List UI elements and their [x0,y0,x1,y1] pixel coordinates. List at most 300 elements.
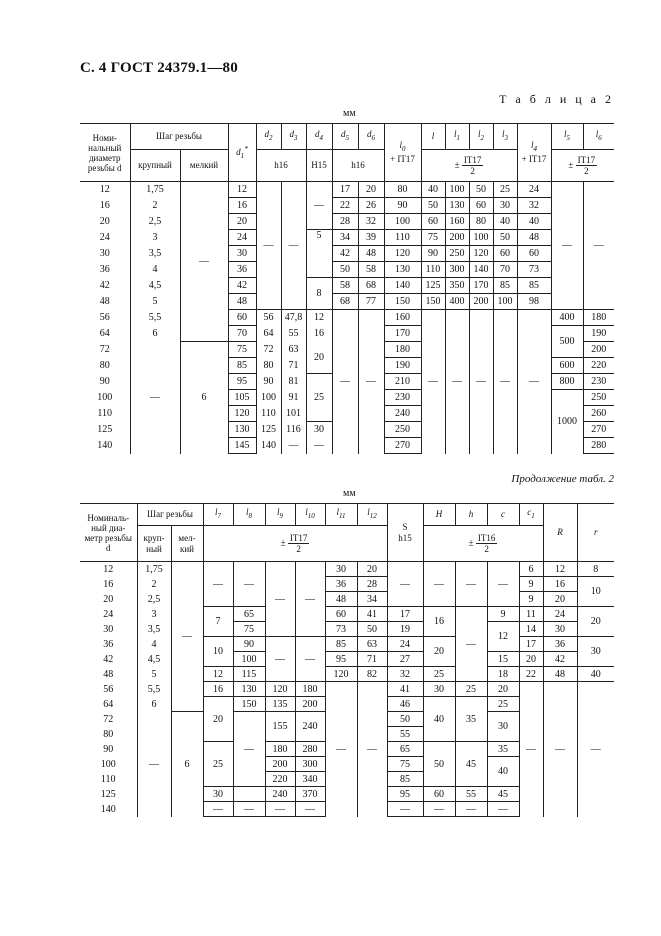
table-row [80,607,614,622]
cell-d3: 71 [281,358,306,374]
cell-l3: 85 [493,278,517,294]
cell-d3: 91 [281,390,306,406]
cell-d3: — [281,438,306,454]
cell-l2: 100 [469,230,493,246]
cell-l10: 300 [295,757,325,772]
th2-l10: $l_{10}$ [295,504,325,526]
cell-l5: 600 [551,358,583,374]
table-row [80,294,614,310]
frac-num: IT17 [577,155,596,165]
cell-d4-merged: 20 [306,342,332,374]
cell-d6: 20 [358,182,384,198]
cell-d6: 32 [358,214,384,230]
cell-d4-merged: 8 [306,278,332,310]
cell-d: 42 [80,652,137,667]
cell-l4-merged: — [517,310,551,454]
th-l5-text: l [563,129,567,140]
cell-coarse: 5,5 [130,310,180,326]
th-l-tol [421,150,517,182]
cell-l2: 120 [469,246,493,262]
cell-d1: 12 [228,182,256,198]
cell-l5-merged: 500 [551,326,583,358]
cell-d5: 50 [332,262,358,278]
cell-l0: 100 [384,214,421,230]
cell-l12: 82 [357,667,387,682]
cell-l1: 200 [445,230,469,246]
cell-d: 16 [80,577,137,592]
cell-l4: 24 [517,182,551,198]
table-row [80,310,614,326]
cell-R: 24 [543,607,577,622]
th-pitch: Шаг резьбы [130,124,228,150]
cell-c1: 9 [519,592,543,607]
cell-d3: 63 [281,342,306,358]
cell-coarse: 5 [137,667,171,682]
cell-H: 30 [423,682,455,697]
cell-H-merged: — [423,562,455,607]
cell-c-merged: 40 [487,757,519,787]
cell-coarse: 4,5 [137,652,171,667]
cell-d6: 58 [358,262,384,278]
cell-coarse: 5 [130,294,180,310]
cell-c: 45 [487,787,519,802]
cell-d4-merged: 25 [306,374,332,422]
cell-d6: 77 [358,294,384,310]
cell-l0: 170 [384,326,421,342]
cell-l7: — [203,802,233,817]
cell-d1: 24 [228,230,256,246]
cell-h: 55 [455,787,487,802]
cell-l2: 140 [469,262,493,278]
cell-l0: 150 [384,294,421,310]
cell-fine-merged: 6 [171,712,203,817]
cell-c1: 20 [519,652,543,667]
cell-d: 12 [80,562,137,577]
cell-l7-merged: 7 [203,607,233,637]
cell-coarse-merged: — [137,712,171,817]
th2-coarse [137,526,171,562]
cell-l: 75 [421,230,445,246]
cell-s: 75 [387,757,423,772]
th-l: l [421,124,445,150]
cell-d: 80 [80,727,137,742]
table-row [80,230,614,246]
th2-l11: $l_{11}$ [325,504,357,526]
cell-l6: 200 [583,342,614,358]
cell-c-merged: 12 [487,622,519,652]
cell-r-merged: 30 [577,637,614,667]
table-row [80,246,614,262]
cell-d1: 42 [228,278,256,294]
th-l56-tol [551,150,614,182]
cell-d: 110 [80,406,130,422]
cell-l: 90 [421,246,445,262]
th2-s-text: S h15 [398,521,412,543]
cell-l9: — [265,802,295,817]
th-nominal-text: Номи- нальный диаметр резьбы d [87,132,122,173]
cell-c1: 9 [519,577,543,592]
table-row [80,182,614,198]
cell-R: 30 [543,622,577,637]
cell-d2: 64 [256,326,281,342]
cell-l12: 50 [357,622,387,637]
cell-d: 72 [80,342,130,358]
cell-d5: 34 [332,230,358,246]
table-row [80,198,614,214]
frac-num: IT17 [463,155,482,165]
cell-l4: 73 [517,262,551,278]
cell-l9: 240 [265,787,295,802]
th-l4: $l_4$ + IT17 [517,124,551,182]
cell-d5: 28 [332,214,358,230]
th2-l9: $l_9$ [265,504,295,526]
cell-d4-merged: — [306,182,332,230]
cell-s: 95 [387,787,423,802]
th2-l11-text: l [336,507,340,518]
th2-pitch: Шаг резьбы [137,504,203,526]
cell-l0: 210 [384,374,421,390]
cell-d: 24 [80,230,130,246]
cell-d: 64 [80,326,130,342]
cell-R: 20 [543,592,577,607]
cell-c: 18 [487,667,519,682]
cell-d1: 130 [228,422,256,438]
cell-H-merged: 50 [423,742,455,787]
table-2 [80,123,614,454]
pm-sign: ± [454,159,460,170]
cell-l: 60 [421,214,445,230]
page-header: С. 4 ГОСТ 24379.1—80 [80,60,238,76]
cell-R: 48 [543,667,577,682]
cell-l8 [233,787,265,802]
cell-l1: 250 [445,246,469,262]
cell-coarse: 3 [137,607,171,622]
cell-c1: 22 [519,667,543,682]
cell-l5: 400 [551,310,583,326]
cell-d: 110 [80,772,137,787]
cell-l11: 48 [325,592,357,607]
cell-d2: 56 [256,310,281,326]
cell-l6: 250 [583,390,614,406]
cell-d1: 145 [228,438,256,454]
th-d23-tol: h16 [256,150,306,182]
cell-l2: 170 [469,278,493,294]
cell-coarse: 4,5 [130,278,180,294]
cell-s: — [387,802,423,817]
cell-d3: 101 [281,406,306,422]
cell-d: 56 [80,682,137,697]
th-d3: $d_3$ [281,124,306,150]
cell-l6: 220 [583,358,614,374]
cell-l-merged: — [421,310,445,454]
cell-l9: 120 [265,682,295,697]
cell-d: 48 [80,667,137,682]
th2-s [387,504,423,562]
cell-l3: 40 [493,214,517,230]
cell-d5: 58 [332,278,358,294]
cell-s: 17 [387,607,423,622]
cell-d: 20 [80,592,137,607]
cell-d6: 39 [358,230,384,246]
th-l6: $l_6$ [583,124,614,150]
cell-r: 40 [577,667,614,682]
cell-d1: 105 [228,390,256,406]
cell-l1: 100 [445,182,469,198]
th2-l12-text: l [367,507,370,518]
cell-coarse: 1,75 [130,182,180,198]
cell-d: 140 [80,438,130,454]
cell-l8: 130 [233,682,265,697]
cell-l11: 60 [325,607,357,622]
cell-c1: 6 [519,562,543,577]
frac-den: 2 [484,544,489,554]
cell-d: 64 [80,697,137,712]
cell-R-merged: — [543,682,577,817]
cell-d1: 70 [228,326,256,342]
th2-r: r [577,504,614,562]
cell-l4: 32 [517,198,551,214]
th-d6-text: d [367,129,372,140]
cell-c-merged: — [487,562,519,607]
cell-l10: 340 [295,772,325,787]
cell-c: 25 [487,697,519,712]
cell-coarse: 1,75 [137,562,171,577]
cell-l11: 30 [325,562,357,577]
cell-r-merged: 20 [577,607,614,637]
th-fine: мелкий [180,150,228,182]
cell-d: 90 [80,374,130,390]
table-row [80,652,614,667]
cell-h: 25 [455,682,487,697]
cell-d1: 75 [228,342,256,358]
th-d3-text: d [289,129,294,140]
cell-l6: 230 [583,374,614,390]
unit-label: мм [343,108,356,119]
cell-l2-merged: — [469,310,493,454]
cell-coarse: 2 [130,198,180,214]
cell-d1: 120 [228,406,256,422]
cell-l: 110 [421,262,445,278]
cell-l7: 12 [203,667,233,682]
cell-l8: 115 [233,667,265,682]
cell-l3-merged: — [493,310,517,454]
cell-l0: 130 [384,262,421,278]
table-row [80,262,614,278]
cell-c: 20 [487,682,519,697]
cell-h-merged: — [455,607,487,682]
cell-l6: 270 [583,422,614,438]
cell-l4: 60 [517,246,551,262]
frac-num: IT16 [477,533,496,543]
cell-d: 56 [80,310,130,326]
cell-d2: 125 [256,422,281,438]
cell-l: 125 [421,278,445,294]
th-d5-text: d [341,129,346,140]
cell-d2-merged: — [256,182,281,310]
cell-H: — [423,802,455,817]
th2-hc-tol [423,526,543,562]
cell-l11: 85 [325,637,357,652]
cell-s: 27 [387,652,423,667]
th-nominal [80,124,130,182]
cell-d: 100 [80,757,137,772]
cell-h-merged: — [455,562,487,607]
cell-l2: 50 [469,182,493,198]
th2-nominal [80,504,137,562]
cell-d5: 22 [332,198,358,214]
cell-c: 35 [487,742,519,757]
th-d1-text: d [236,147,241,158]
cell-h: — [455,802,487,817]
th-d4-text: d [315,129,320,140]
cell-s: 65 [387,742,423,757]
cell-R: 42 [543,652,577,667]
th2-fine-text: мел- кий [178,532,196,554]
cell-l4: 98 [517,294,551,310]
cell-d2: 72 [256,342,281,358]
th-l2: $l_2$ [469,124,493,150]
cell-d: 36 [80,262,130,278]
cell-R: 16 [543,577,577,592]
cell-coarse: 2,5 [130,214,180,230]
cell-l1: 130 [445,198,469,214]
cell-d3: 81 [281,374,306,390]
cell-coarse: 6 [130,326,180,342]
cell-l0: 240 [384,406,421,422]
cell-l7: 16 [203,682,233,697]
cell-l0: 270 [384,438,421,454]
cell-l0: 80 [384,182,421,198]
cell-l9-merged: 155 [265,712,295,742]
pm-sign: ± [280,537,286,548]
cell-d6: 26 [358,198,384,214]
th2-c: c [487,504,519,526]
cell-l2: 60 [469,198,493,214]
it17-fraction [576,155,598,176]
table-row [80,577,614,592]
th2-l10-text: l [305,507,308,518]
cell-l11: 36 [325,577,357,592]
cell-r-merged: 10 [577,577,614,607]
cell-H: 25 [423,667,455,682]
cell-l12: 71 [357,652,387,667]
cell-d4: 12 [306,310,332,326]
cell-c: 15 [487,652,519,667]
cell-s-merged: — [387,562,423,607]
cell-l10-merged: — [295,562,325,637]
th2-l8-text: l [245,507,249,518]
cell-h-merged: 35 [455,697,487,742]
th-d2: $d_2$ [256,124,281,150]
cell-l4: 85 [517,278,551,294]
cell-l5-merged: — [551,182,583,310]
cell-l3: 60 [493,246,517,262]
cell-l8: 75 [233,622,265,637]
cell-l12: 63 [357,637,387,652]
cell-l5-merged: 1000 [551,390,583,454]
cell-d4-merged: 5 [306,230,332,278]
cell-l6: 280 [583,438,614,454]
table-row [80,278,614,294]
th2-l8: $l_8$ [233,504,265,526]
cell-c1: 17 [519,637,543,652]
cell-coarse: 6 [137,697,171,712]
cell-coarse: 2 [137,577,171,592]
th-l4-tol: + IT17 [521,154,547,165]
cell-l: 150 [421,294,445,310]
cell-d5-merged: — [332,310,358,454]
th-l5: $l_5$ [551,124,583,150]
cell-d3: 116 [281,422,306,438]
cell-l7-merged: — [203,562,233,607]
cell-l1: 160 [445,214,469,230]
cell-d2: 90 [256,374,281,390]
cell-l9-merged: — [265,562,295,637]
th-l1-text: l [453,129,457,140]
th2-l9-text: l [276,507,280,518]
cell-l9: 180 [265,742,295,757]
it17-fraction [462,155,484,176]
th2-l-tol [203,526,387,562]
cell-r: 8 [577,562,614,577]
th-l3: $l_3$ [493,124,517,150]
cell-d: 12 [80,182,130,198]
continuation-label: Продолжение табл. 2 [511,473,614,485]
cell-coarse: 3 [130,230,180,246]
cell-d: 30 [80,246,130,262]
cell-l5: 800 [551,374,583,390]
cell-l8: 65 [233,607,265,622]
cell-l8: — [233,802,265,817]
cell-d4: 30 [306,422,332,438]
cell-l8: 100 [233,652,265,667]
cell-d: 80 [80,358,130,374]
cell-d: 100 [80,390,130,406]
cell-d: 24 [80,607,137,622]
table-row [80,667,614,682]
cell-l10-merged: 240 [295,712,325,742]
cell-l2: 80 [469,214,493,230]
th2-l7: $l_7$ [203,504,233,526]
cell-d: 140 [80,802,137,817]
cell-d: 72 [80,712,137,727]
cell-d1: 60 [228,310,256,326]
th2-l7-text: l [214,507,218,518]
th-d6: $d_6$ [358,124,384,150]
th-l0-text: l [399,139,402,150]
table-2-continued [80,503,614,817]
cell-H-merged: 16 [423,607,455,637]
th2-c1-text: c [527,507,532,518]
table-row [80,637,614,652]
cell-coarse: 3,5 [137,622,171,637]
cell-c: — [487,802,519,817]
th-d1: $d_1^*$ [228,124,256,182]
th-d2-text: d [264,129,269,140]
table-row [80,214,614,230]
cell-l12: 28 [357,577,387,592]
cell-d1: 48 [228,294,256,310]
cell-d: 90 [80,742,137,757]
table-caption: Т а б л и ц а 2 [499,92,614,106]
cell-d3: 47,8 [281,310,306,326]
cell-fine-merged: — [171,562,203,712]
cell-l11-merged: — [325,682,357,817]
it17-fraction [288,533,310,554]
cell-d: 48 [80,294,130,310]
cell-l1: 350 [445,278,469,294]
cell-l12: 34 [357,592,387,607]
